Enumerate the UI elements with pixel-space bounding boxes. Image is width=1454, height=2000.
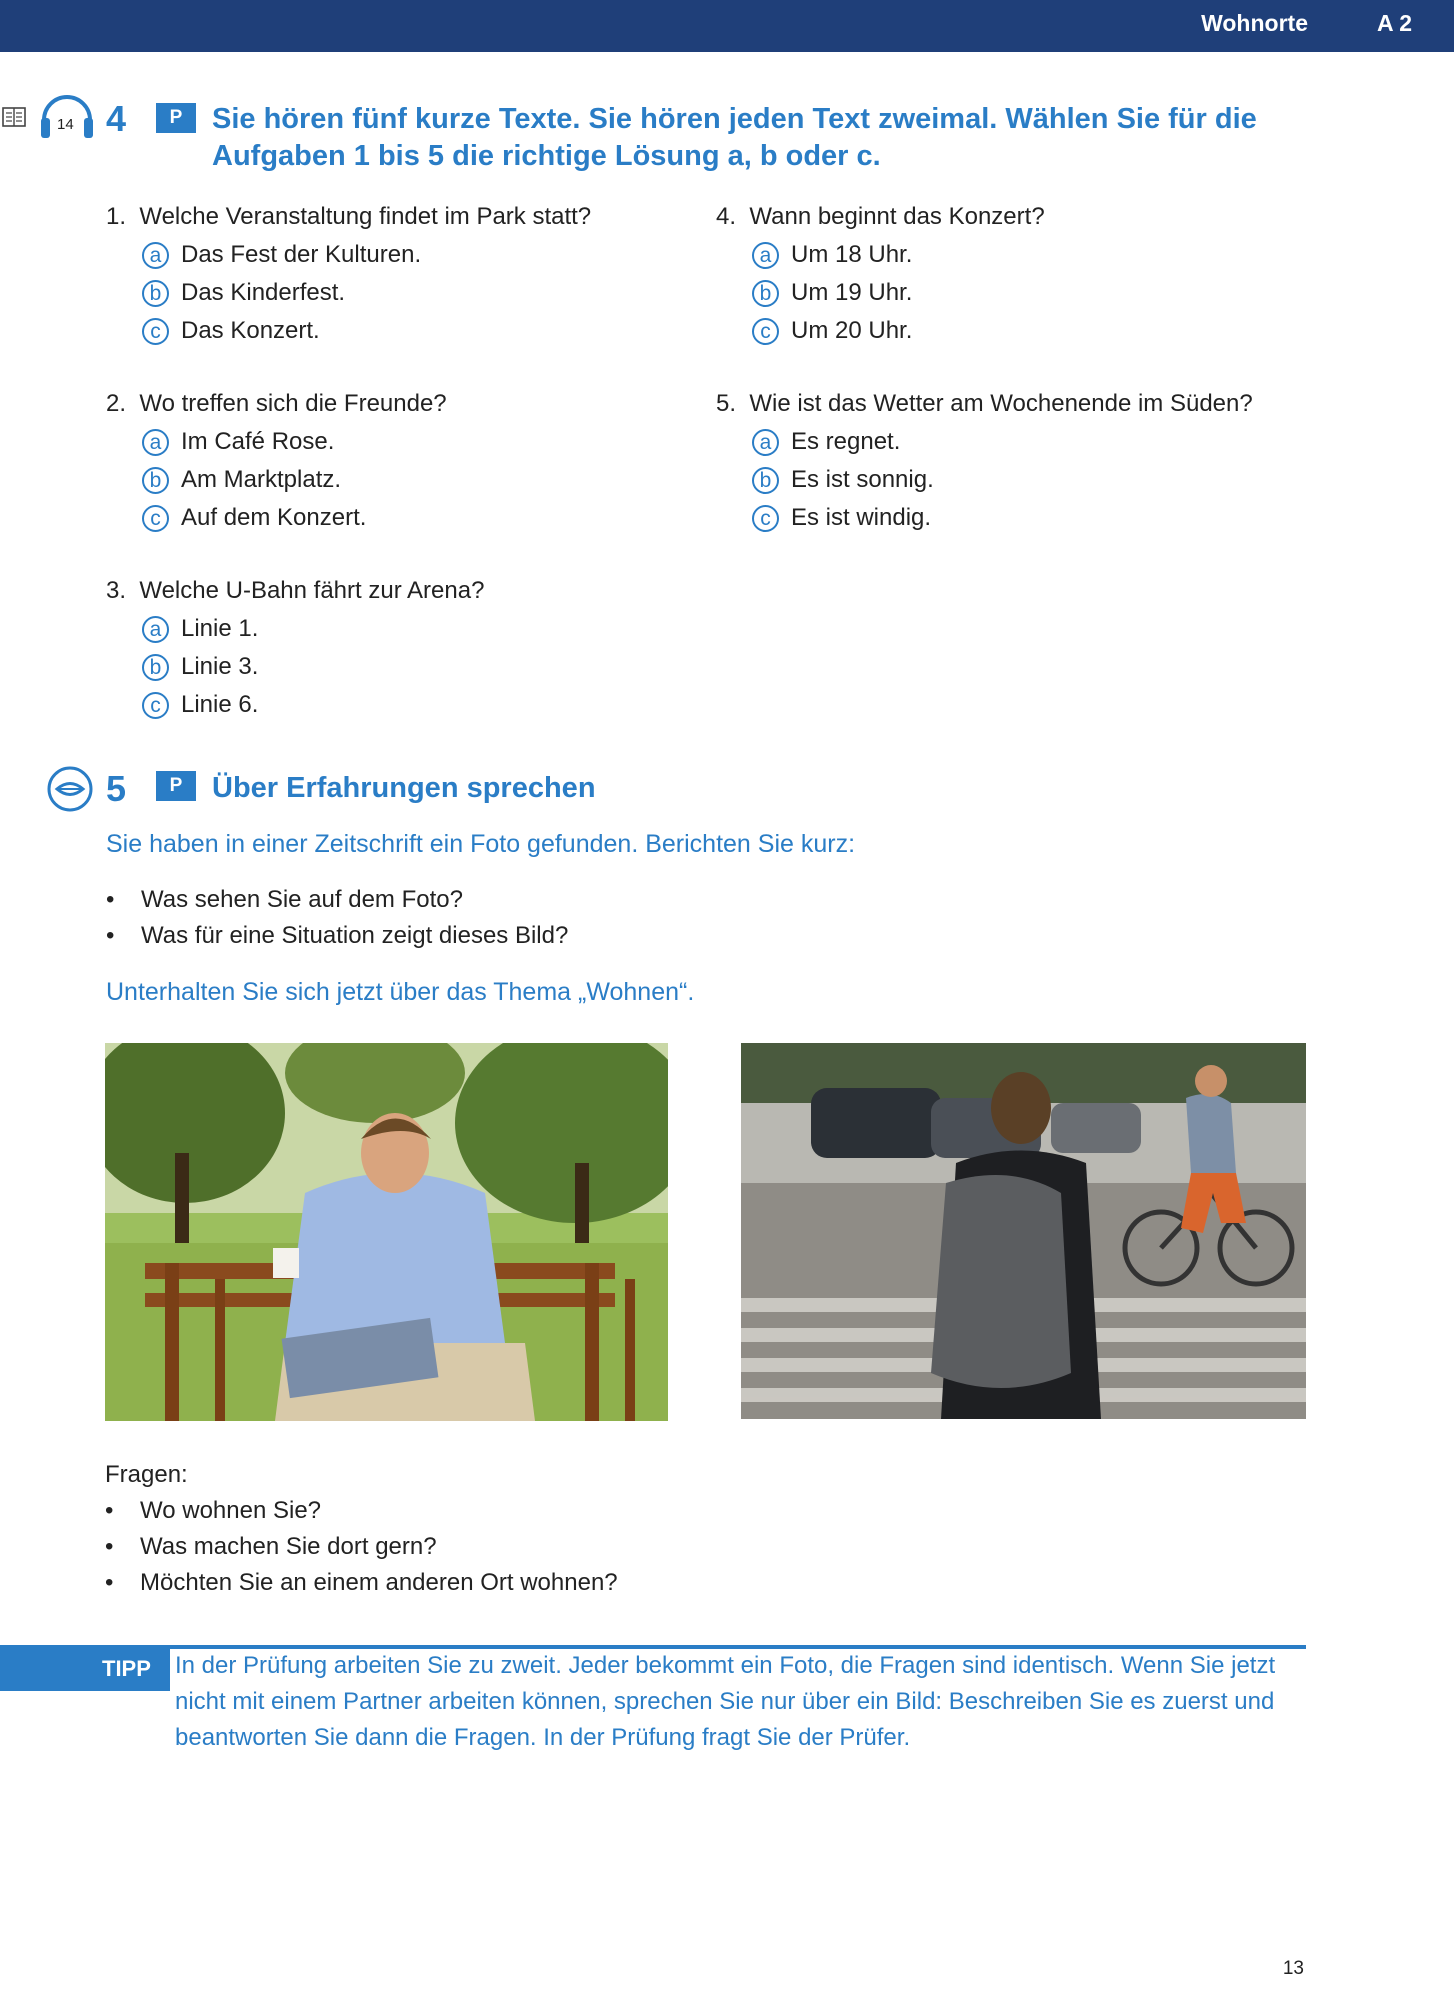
option-b[interactable] [752,461,1253,499]
option-circle[interactable]: b [752,280,779,307]
option-circle[interactable]: a [142,242,169,269]
option-circle[interactable]: c [142,318,169,345]
option-b[interactable] [142,461,447,499]
list-item: • Was sehen Sie auf dem Foto? [106,882,568,918]
option-a[interactable] [142,423,447,461]
option-circle[interactable]: a [142,616,169,643]
question-text: Möchten Sie an einem anderen Ort wohnen? [140,1569,618,1596]
option-text: Im Café Rose. [181,428,335,455]
page-number: 13 [1282,1958,1304,1979]
chapter-title: Wohnorte [1201,10,1308,36]
pruefung-badge: P [156,771,196,801]
pruefung-badge: P [156,103,196,133]
option-text: Linie 3. [181,653,259,680]
option-text: Das Kinderfest. [181,279,346,306]
tip-line-3: beantworten Sie dann die Fragen. In der Prüfung fragt Sie der Prüfer. [175,1724,911,1751]
option-text: Es regnet. [791,428,901,455]
question-text: Wann beginnt das Konzert? [749,203,1045,230]
option-c[interactable] [752,312,1045,350]
question-2 [106,385,447,537]
exercise-number: 4 [106,98,127,139]
option-b[interactable] [142,274,591,312]
question-text: Welche Veranstaltung findet im Park statt? [139,203,592,230]
question-text: Welche U-Bahn fährt zur Arena? [139,577,485,604]
list-item: • Wo wohnen Sie? [105,1493,618,1529]
option-circle[interactable]: b [142,467,169,494]
question-number: 5. [716,390,737,417]
question-number: 1. [106,203,127,230]
option-a[interactable] [752,236,1045,274]
list-item: • Was machen Sie dort gern? [105,1529,618,1565]
tip-line-2: nicht mit einem Partner arbeiten können, sprechen Sie nur über ein Bild: Beschreiben Sie es zuerst und [175,1688,1275,1715]
option-c[interactable] [142,499,447,537]
tip-line-1: In der Prüfung arbeiten Sie zu zweit. Jeder bekommt ein Foto, die Fragen sind identisch. Wenn Sie jetzt [175,1652,1276,1679]
exercise-5-intro: Sie haben in einer Zeitschrift ein Foto gefunden. Berichten Sie kurz: [106,830,856,858]
list-item: • Was für eine Situation zeigt dieses Bild? [106,918,568,954]
question-text: Wo treffen sich die Freunde? [139,390,447,417]
list-item: • Möchten Sie an einem anderen Ort wohnen? [105,1565,618,1601]
bullet-text: Was für eine Situation zeigt dieses Bild? [141,922,569,949]
bullet-text: Was sehen Sie auf dem Foto? [141,886,463,913]
option-b[interactable] [142,648,484,686]
exercise-4-instruction [212,101,1312,175]
headphones-icon[interactable] [38,86,96,142]
option-c[interactable] [142,312,591,350]
exercise-5-header [106,768,596,809]
tip-label: TIPP [102,1656,151,1681]
option-text: Um 20 Uhr. [791,317,913,344]
question-3 [106,572,484,724]
question-text: Wie ist das Wetter am Wochenende im Süden? [749,390,1253,417]
option-circle[interactable]: c [142,505,169,532]
option-text: Das Fest der Kulturen. [181,241,422,268]
option-text: Am Marktplatz. [181,466,342,493]
option-circle[interactable]: b [142,654,169,681]
question-number: 4. [716,203,737,230]
option-c[interactable] [142,686,484,724]
level-label: A 2 [1377,10,1412,36]
option-text: Linie 6. [181,691,259,718]
option-circle[interactable]: a [752,242,779,269]
option-circle[interactable]: b [752,467,779,494]
tip-text [175,1648,1305,1756]
questions-label: Fragen: [105,1461,188,1488]
question-4 [716,198,1045,350]
option-circle[interactable]: b [142,280,169,307]
question-text: Wo wohnen Sie? [140,1497,322,1524]
top-header-bar [0,0,1454,52]
option-circle[interactable]: c [752,505,779,532]
exercise-5-title: Über Erfahrungen sprechen [212,772,596,804]
exercise-5-topic: Unterhalten Sie sich jetzt über das Thema „Wohnen“. [106,978,695,1006]
option-circle[interactable]: a [142,429,169,456]
audio-track-number: 14 [57,116,74,133]
option-circle[interactable]: a [752,429,779,456]
intro-bullet-list [106,882,568,954]
option-circle[interactable]: c [142,692,169,719]
option-text: Um 19 Uhr. [791,279,913,306]
photo-man-on-bench [105,1043,668,1421]
option-text: Auf dem Konzert. [181,504,367,531]
question-number: 3. [106,577,127,604]
option-text: Linie 1. [181,615,259,642]
question-1 [106,198,591,350]
option-circle[interactable]: c [752,318,779,345]
option-a[interactable] [142,236,591,274]
option-c[interactable] [752,499,1253,537]
exercise-number: 5 [106,768,127,809]
question-text: Was machen Sie dort gern? [140,1533,437,1560]
option-b[interactable] [752,274,1045,312]
option-text: Es ist windig. [791,504,932,531]
instruction-line-2: Aufgaben 1 bis 5 die richtige Lösung a, b oder c. [212,140,881,172]
book-icon [2,106,26,133]
option-text: Das Konzert. [181,317,320,344]
exercise-4-header [106,98,196,139]
photo-woman-at-crosswalk [741,1043,1306,1419]
option-text: Es ist sonnig. [791,466,934,493]
question-number: 2. [106,390,127,417]
questions-block [105,1457,618,1601]
option-a[interactable] [752,423,1253,461]
option-a[interactable] [142,610,484,648]
option-text: Um 18 Uhr. [791,241,913,268]
instruction-line-1: Sie hören fünf kurze Texte. Sie hören jeden Text zweimal. Wählen Sie für die [212,103,1257,135]
speaking-icon [46,765,94,818]
question-5 [716,385,1253,537]
